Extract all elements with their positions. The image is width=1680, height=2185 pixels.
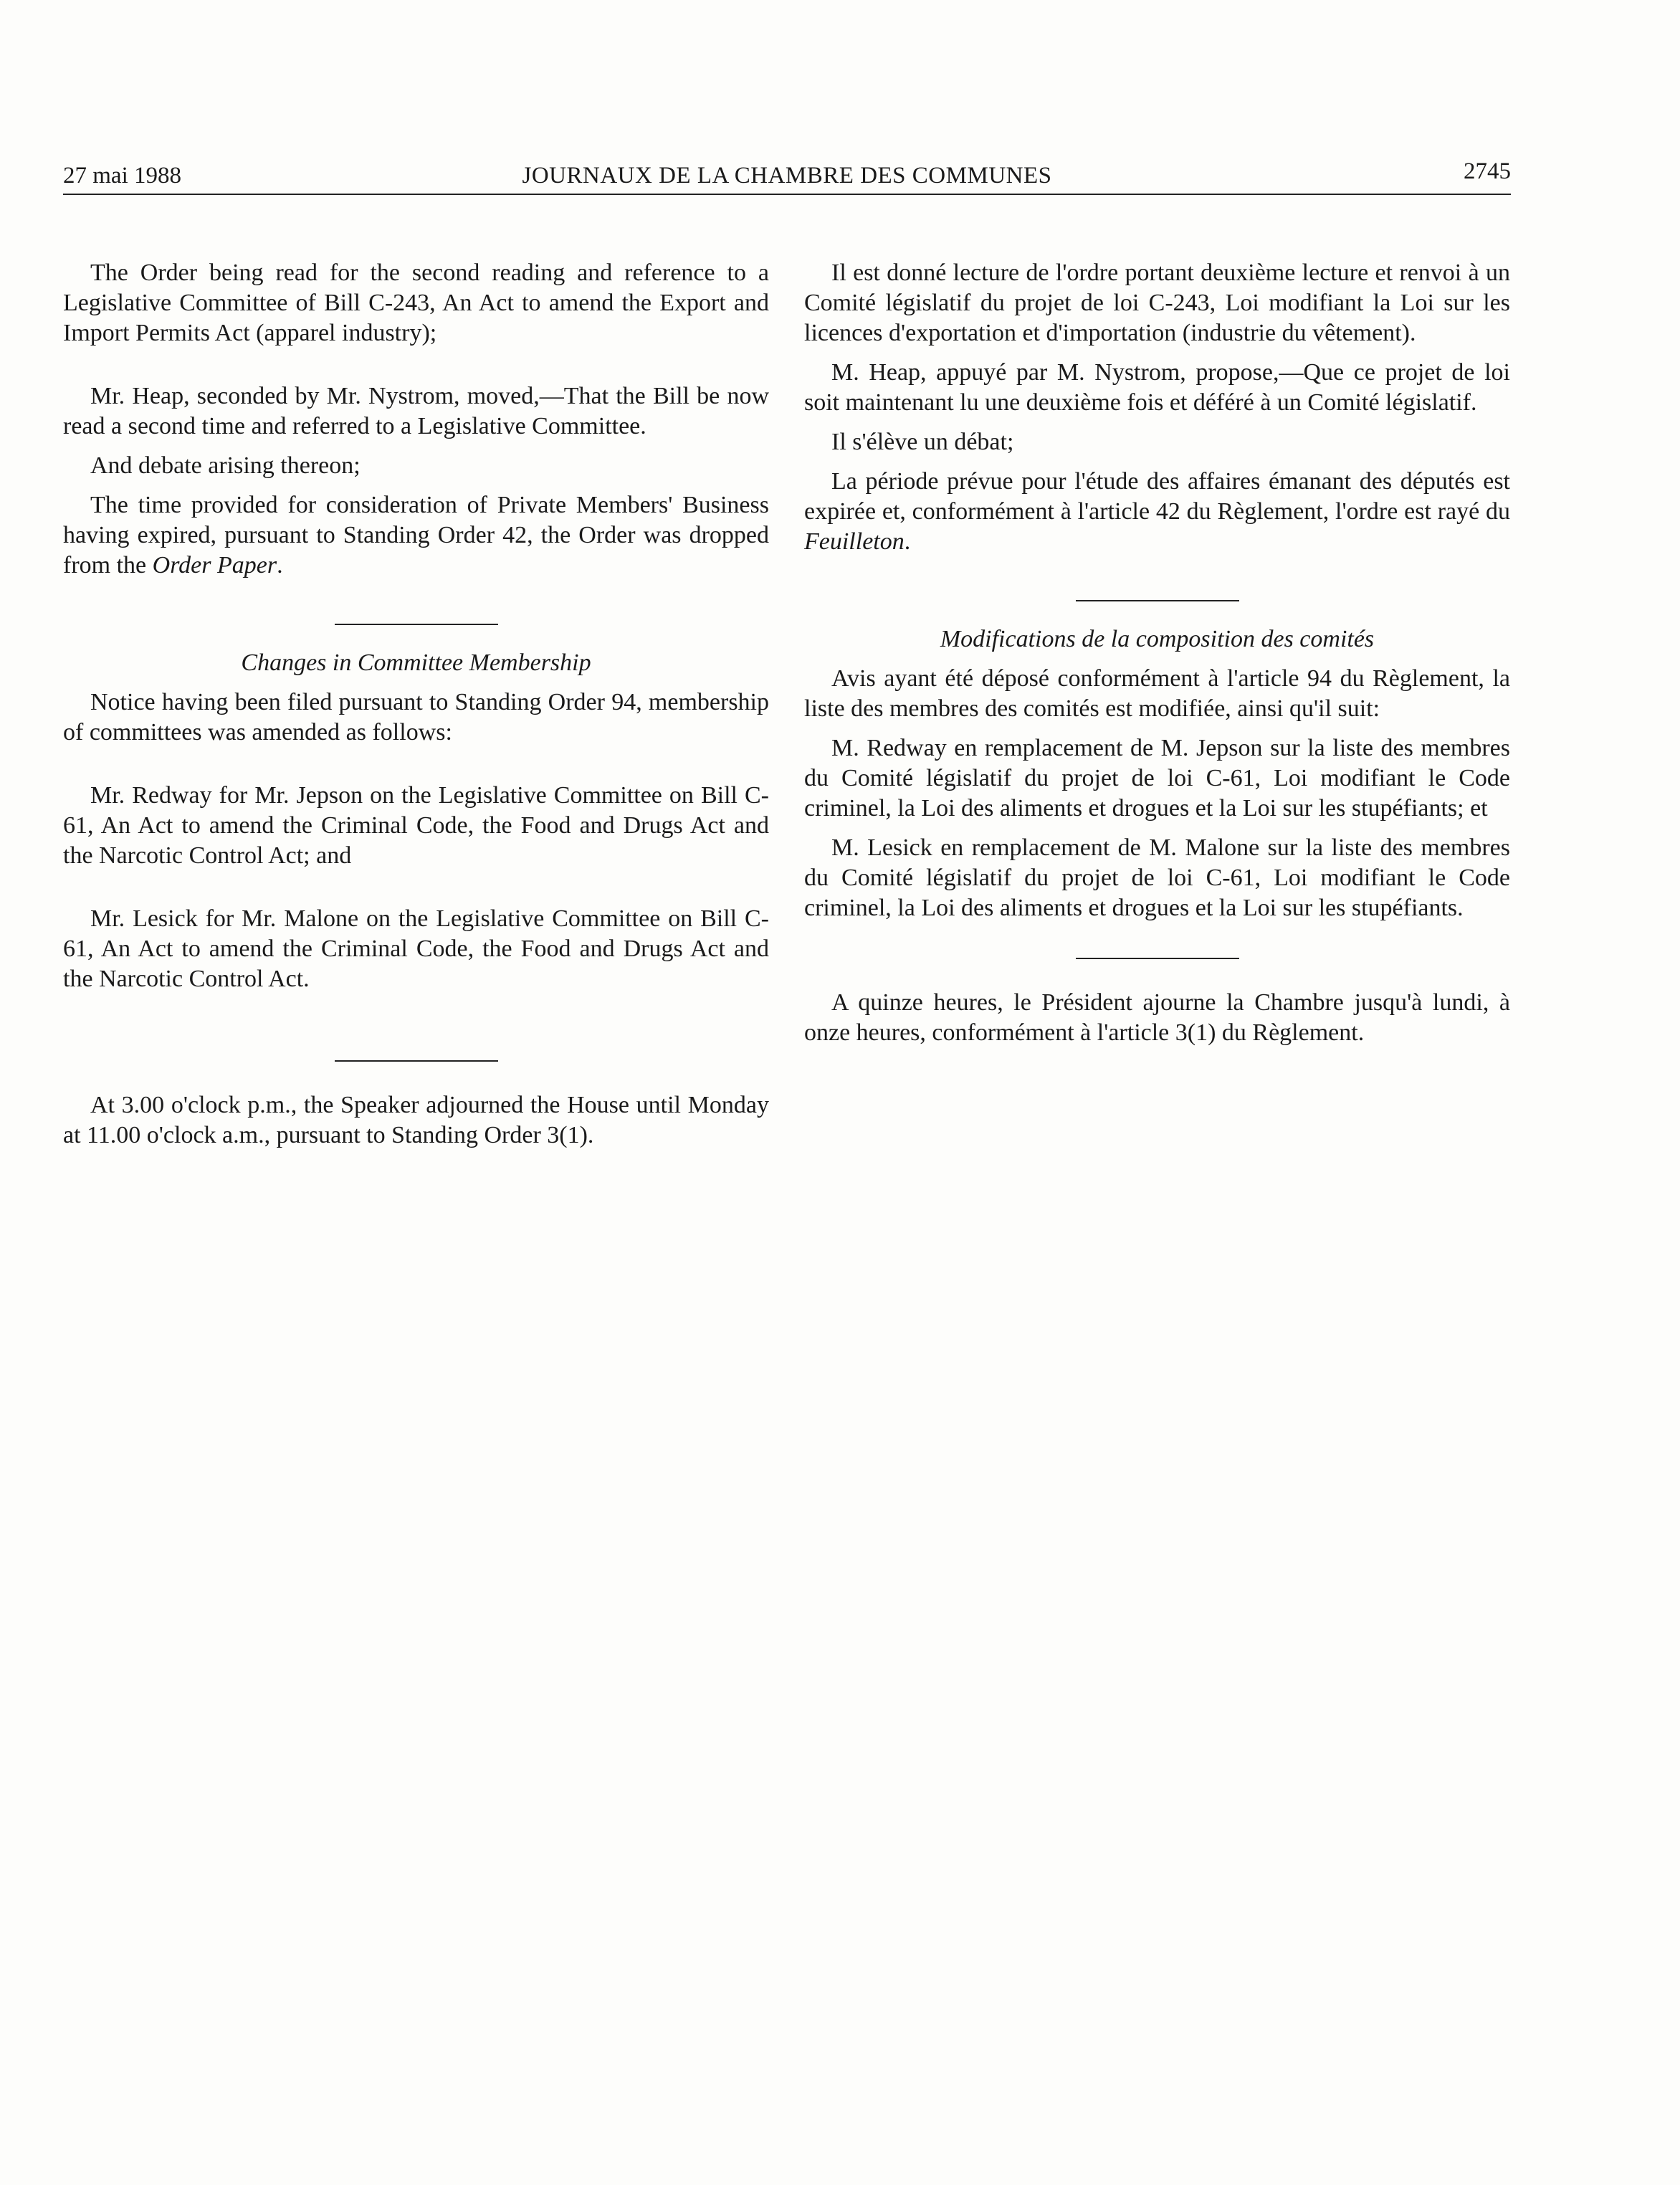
en-lesick-paragraph: Mr. Lesick for Mr. Malone on the Legislative Committee on Bill C-61, An Act to amend the Criminal Code, the Food and Drugs Act and the Narcotic Control Act. — [63, 905, 769, 992]
en-order-dropped-text: The time provided for consideration of Private Members' Business having expired, pursuant to Standing Order 42, the Order was dropped from the — [63, 492, 769, 579]
en-adjournment-paragraph: At 3.00 o'clock p.m., the Speaker adjourned the House until Monday at 11.00 o'clock a.m., pursuant to Standing Order 3(1). — [63, 1092, 769, 1148]
fr-lesick-paragraph: M. Lesick en remplacement de M. Malone sur la liste des membres du Comité législatif du projet de loi C-61, Loi modifiant le Code criminel, la Loi des aliments et drogues et la Loi sur les stupéfiants. — [804, 834, 1510, 921]
header-page-number: 2745 — [1464, 158, 1511, 184]
en-order-paper-italic: Order Paper — [152, 552, 277, 579]
fr-redway-paragraph: M. Redway en remplacement de M. Jepson sur la liste des membres du Comité législatif du projet de loi C-61, Loi modifiant le Code criminel, la Loi des aliments et drogues et la Loi sur les stupéfiants; et — [804, 735, 1510, 822]
fr-motion-paragraph: M. Heap, appuyé par M. Nystrom, propose,—Que ce projet de loi soit maintenant lu une deuxième fois et déféré à un Comité législatif. — [804, 359, 1510, 416]
fr-notice-paragraph: Avis ayant été déposé conformément à l'article 94 du Règlement, la liste des membres des comités est modifiée, ainsi qu'il suit: — [804, 665, 1510, 722]
fr-adjournment-paragraph: A quinze heures, le Président ajourne la Chambre jusqu'à lundi, à onze heures, conformément à l'article 3(1) du Règlement. — [804, 989, 1510, 1046]
en-motion-paragraph: Mr. Heap, seconded by Mr. Nystrom, moved,—That the Bill be now read a second time and referred to a Legislative Committee. — [63, 383, 769, 439]
french-column — [804, 258, 1510, 1048]
en-order-read-paragraph: The Order being read for the second reading and reference to a Legislative Committee of Bill C-243, An Act to amend the Export and Import Permits Act (apparel industry); — [63, 260, 769, 346]
fr-order-dropped-end: . — [904, 528, 911, 555]
en-order-dropped-end: . — [277, 552, 283, 579]
fr-order-read-paragraph: Il est donné lecture de l'ordre portant deuxième lecture et renvoi à un Comité législatif du projet de loi C-243, Loi modifiant la Loi sur les licences d'exportation et d'importation (industrie du vêtement). — [804, 260, 1510, 346]
fr-debate-paragraph: Il s'élève un débat; — [831, 429, 1014, 455]
fr-order-dropped-paragraph — [804, 467, 1510, 557]
en-notice-paragraph: Notice having been filed pursuant to Standing Order 94, membership of committees was amended as follows: — [63, 689, 769, 746]
fr-feuilleton-italic: Feuilleton — [804, 528, 905, 555]
header-date: 27 mai 1988 — [63, 163, 181, 189]
english-column — [63, 258, 769, 1151]
fr-order-dropped-text: La période prévue pour l'étude des affaires émanant des députés est expirée et, conformément à l'article 42 du Règlement, l'ordre est rayé du — [804, 468, 1510, 525]
running-header — [63, 158, 1511, 195]
header-journal-title: JOURNAUX DE LA CHAMBRE DES COMMUNES — [522, 163, 1052, 189]
en-debate-paragraph: And debate arising thereon; — [90, 452, 361, 479]
en-order-dropped-paragraph — [63, 490, 769, 581]
en-redway-paragraph: Mr. Redway for Mr. Jepson on the Legislative Committee on Bill C-61, An Act to amend the Criminal Code, the Food and Drugs Act and the Narcotic Control Act; and — [63, 782, 769, 869]
en-section-heading: Changes in Committee Membership — [241, 649, 591, 676]
fr-section-heading: Modifications de la composition des comités — [940, 626, 1375, 652]
